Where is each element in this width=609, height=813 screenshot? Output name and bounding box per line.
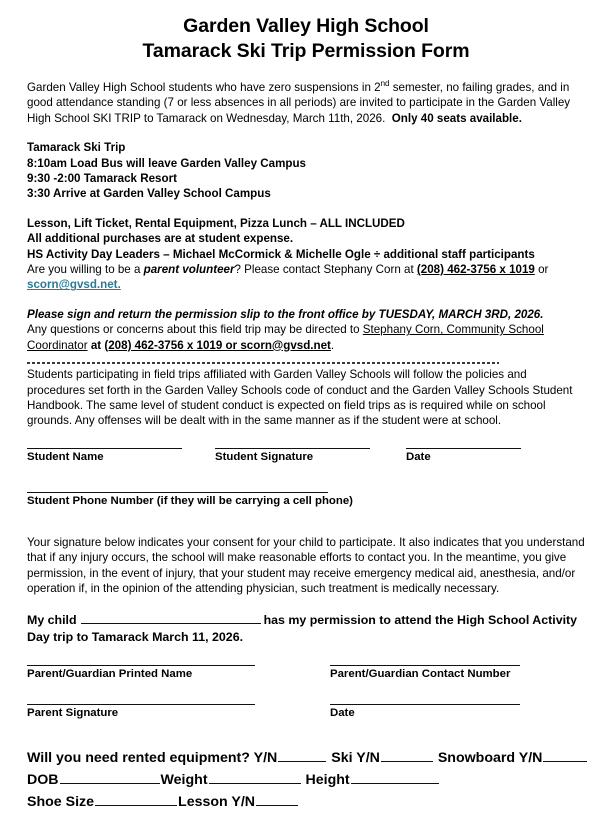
shoe-size-blank[interactable]	[95, 791, 177, 806]
contact-info[interactable]: (208) 462-3756 x 1019 or scorn@gvsd.net	[104, 338, 331, 352]
snowboard-label: Snowboard Y/N	[437, 750, 543, 767]
volunteer-phone[interactable]: (208) 462-3756 x 1019	[416, 263, 535, 277]
schedule-block	[27, 140, 585, 202]
parent-contact-number-rule	[330, 665, 520, 666]
equipment-block	[27, 747, 585, 813]
parent-signature-rule	[27, 704, 255, 705]
parent-info-row	[27, 665, 585, 695]
questions-paragraph	[27, 322, 585, 353]
parent-signature-row	[27, 704, 585, 734]
lesson-blank[interactable]	[256, 791, 298, 806]
volunteer-or: or	[534, 263, 549, 277]
equipment-measurements-line	[27, 769, 585, 791]
permission-statement	[27, 610, 585, 646]
student-phone-row	[27, 492, 585, 518]
lesson-label: Lesson Y/N	[178, 794, 256, 811]
ski-label: Ski Y/N	[331, 750, 380, 767]
parent-date-rule	[330, 704, 520, 705]
page-title-line2: Tamarack Ski Trip Permission Form	[142, 40, 470, 62]
inclusions-block	[27, 216, 585, 293]
inclusions-line-0: Lesson, Lift Ticket, Rental Equipment, Pizza Lunch – ALL INCLUDED	[27, 216, 405, 230]
section-divider	[27, 362, 499, 364]
parent-contact-number-label: Parent/Guardian Contact Number	[330, 668, 511, 681]
schedule-line-3: 3:30 Arrive at Garden Valley School Campus	[27, 187, 271, 201]
student-name-rule	[27, 448, 182, 449]
dob-blank[interactable]	[60, 769, 160, 784]
equipment-shoe-line	[27, 791, 585, 813]
permission-tail: has my permission to attend the High School Activity Day trip to Tamarack March 11, 2026.	[27, 613, 578, 645]
student-signature-label: Student Signature	[215, 450, 314, 463]
inclusions-line-2: HS Activity Day Leaders – Michael McCormick & Michelle Ogle ÷ additional staff participants	[27, 247, 535, 261]
intro-text-part2: semester, no failing grades, and in good attendance standing (7 or less absences in all periods) are invited to participate in the Garden Valley High School SKI TRIP to Tamarack on Wednesday, March 11th, 2026.	[27, 81, 571, 125]
height-label: Height	[305, 772, 350, 789]
rented-equipment-blank[interactable]	[278, 747, 326, 762]
schedule-line-0: Tamarack Ski Trip	[27, 141, 126, 155]
volunteer-mid: ? Please contact Stephany Corn at	[234, 263, 417, 277]
student-date-label: Date	[406, 450, 431, 463]
volunteer-line	[27, 262, 585, 293]
child-name-blank[interactable]	[81, 610, 261, 624]
questions-lead: Any questions or concerns about this field trip may be directed to	[27, 323, 363, 337]
student-signature-rule	[215, 448, 370, 449]
volunteer-period: .	[117, 278, 121, 292]
rented-equipment-label: Will you need rented equipment? Y/N	[27, 750, 278, 767]
questions-period: .	[330, 338, 335, 352]
schedule-line-2: 9:30 -2:00 Tamarack Resort	[27, 172, 177, 186]
parent-date-label: Date	[330, 707, 355, 720]
weight-label: Weight	[160, 772, 208, 789]
intro-paragraph	[27, 80, 585, 126]
volunteer-lead: Are you willing to be a	[27, 263, 144, 277]
student-date-rule	[406, 448, 521, 449]
volunteer-emphasis: parent volunteer	[143, 263, 235, 277]
deadline-notice: Please sign and return the permission slip to the front office by TUESDAY, MARCH 3RD, 2026.	[27, 307, 544, 321]
student-phone-rule	[27, 492, 328, 493]
ski-blank[interactable]	[381, 747, 433, 762]
schedule-line-1: 8:10am Load Bus will leave Garden Valley Campus	[27, 156, 307, 170]
dob-label: DOB	[27, 772, 59, 789]
shoe-size-label: Shoe Size	[27, 794, 95, 811]
permission-lead: My child	[27, 613, 77, 628]
intro-superscript: nd	[380, 79, 390, 89]
policy-paragraph: Students participating in field trips affiliated with Garden Valley Schools will follow the policies and procedures set forth in the Garden Valley Schools code of conduct and the Garden Valley Schools Student Handbook. The same level of student conduct is expected on field trips as is required while on school grounds. Any offenses will be dealt with in the same manner as if the student were at school.	[27, 368, 573, 428]
seats-available-note: Only 40 seats available.	[391, 111, 522, 125]
volunteer-email-link[interactable]: scorn@gvsd.net	[27, 278, 118, 292]
contact-coordinator-name: Stephany Corn, Community School Coordinator	[27, 323, 544, 352]
height-blank[interactable]	[351, 769, 439, 784]
parent-printed-name-rule	[27, 665, 255, 666]
weight-blank[interactable]	[209, 769, 301, 784]
consent-paragraph: Your signature below indicates your consent for your child to participate. It also indicates that you understand that if any injury occurs, the school will make reasonable efforts to contact you. In the meantime, you give permission, in the event of injury, that your student may receive emergency medical aid, anesthesia, and/or operation if, in the opinion of the attending physician, such treatment is medically necessary.	[27, 535, 585, 595]
student-phone-label: Student Phone Number (if they will be carrying a cell phone)	[27, 494, 353, 507]
student-signature-row	[27, 448, 585, 478]
parent-signature-label: Parent Signature	[27, 707, 119, 720]
questions-at: at	[87, 338, 105, 352]
page-title-line1: Garden Valley High School	[183, 15, 429, 37]
inclusions-line-1: All additional purchases are at student expense.	[27, 232, 294, 246]
student-name-label: Student Name	[27, 450, 104, 463]
snowboard-blank[interactable]	[543, 747, 587, 762]
equipment-rental-line	[27, 747, 585, 769]
parent-printed-name-label: Parent/Guardian Printed Name	[27, 668, 193, 681]
intro-text-part1: Garden Valley High School students who have zero suspensions in 2	[27, 81, 381, 94]
